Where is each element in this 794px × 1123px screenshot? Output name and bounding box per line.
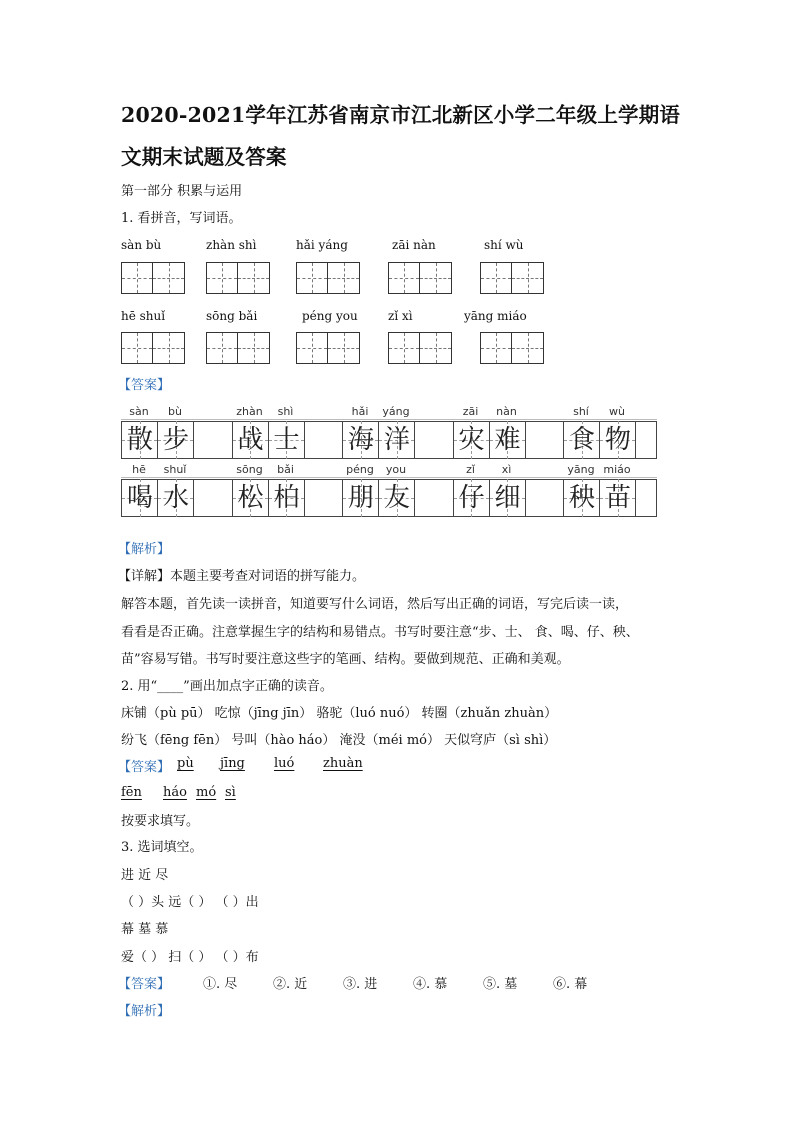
q2-note: 按要求填写。 bbox=[121, 814, 200, 829]
answer-cell bbox=[453, 479, 489, 517]
answer-divider bbox=[414, 421, 415, 459]
answer-pinyin: bù bbox=[168, 405, 182, 418]
q3-blanks-1: （ ）头 远（ ） （ ）出 bbox=[121, 895, 259, 910]
q3-answer-6: ⑥. 幕 bbox=[553, 977, 588, 992]
answer-cell bbox=[599, 479, 635, 517]
writing-grid[interactable] bbox=[121, 262, 185, 294]
answer-character: 细 bbox=[494, 483, 521, 513]
answer-character: 苗 bbox=[604, 483, 631, 513]
writing-grid[interactable] bbox=[480, 262, 544, 294]
q2-answer-line bbox=[118, 756, 170, 775]
answer-character: 战 bbox=[237, 425, 264, 455]
answer-pinyin: sōng bbox=[236, 463, 263, 476]
q2-answer-8: sì bbox=[225, 785, 236, 800]
answer-character: 喝 bbox=[126, 483, 153, 513]
answer-character: 仔 bbox=[458, 483, 485, 513]
answer-pinyin: hǎi bbox=[351, 405, 369, 418]
answer-cell bbox=[232, 421, 268, 459]
answer-grid bbox=[121, 405, 657, 519]
answer-character: 水 bbox=[162, 483, 189, 513]
answer-cell bbox=[157, 479, 193, 517]
answer-pinyin: you bbox=[385, 463, 407, 476]
q3-blanks-2: 爱（ ） 扫（ ） （ ）布 bbox=[121, 950, 259, 965]
answer-character: 朋 bbox=[347, 483, 374, 513]
q1-pinyin-8: péng you bbox=[302, 309, 358, 323]
q2-answer-5: fēn bbox=[121, 785, 142, 800]
q3-prompt: 3. 选词填空。 bbox=[121, 840, 203, 855]
answer-cell bbox=[563, 421, 599, 459]
q3-answer-4: ④. 慕 bbox=[413, 977, 448, 992]
answer-pinyin: péng bbox=[346, 463, 374, 476]
answer-cell bbox=[599, 421, 635, 459]
answer-character: 步 bbox=[162, 425, 189, 455]
answer-cell bbox=[489, 479, 525, 517]
answer-divider bbox=[193, 421, 194, 459]
answer-pinyin: zhàn bbox=[236, 405, 263, 418]
q3-analysis-tag: 【解析】 bbox=[118, 1004, 171, 1019]
q2-answer-2: jīng bbox=[220, 756, 245, 771]
answer-cell bbox=[268, 479, 304, 517]
q2-line-2: 纷飞（fēng fēn） 号叫（hào háo） 淹没（méi mó） 天似穹庐（sì shì） bbox=[121, 733, 557, 748]
writing-grid[interactable] bbox=[480, 332, 544, 364]
answer-pinyin: shuǐ bbox=[163, 463, 187, 476]
answer-cell bbox=[232, 479, 268, 517]
answer-character: 秧 bbox=[568, 483, 595, 513]
answer-cell bbox=[342, 421, 378, 459]
writing-grid[interactable] bbox=[206, 262, 270, 294]
writing-grid[interactable] bbox=[388, 262, 452, 294]
q1-detail-text: 本题主要考查对词语的拼写能力。 bbox=[170, 569, 366, 584]
answer-character: 柏 bbox=[273, 483, 300, 513]
q1-detail bbox=[118, 565, 365, 584]
answer-cell bbox=[489, 421, 525, 459]
answer-divider bbox=[304, 479, 305, 517]
q1-explain-2: 看看是否正确。注意掌握生字的结构和易错点。书写时要注意“步、士、 食、喝、仔、秧、 bbox=[121, 625, 639, 640]
answer-cell bbox=[378, 479, 414, 517]
q3-answer-2: ②. 近 bbox=[273, 977, 308, 992]
q1-pinyin-10: yāng miáo bbox=[464, 309, 527, 323]
writing-grid[interactable] bbox=[296, 262, 360, 294]
answer-cell bbox=[268, 421, 304, 459]
answer-cell bbox=[121, 479, 157, 517]
q3-options-1: 进 近 尽 bbox=[121, 868, 169, 883]
page-title-line1: 2020-2021学年江苏省南京市江北新区小学二年级上学期语 bbox=[121, 103, 681, 127]
answer-character: 海 bbox=[347, 425, 374, 455]
q1-analysis-tag: 【解析】 bbox=[118, 542, 171, 557]
answer-character: 洋 bbox=[383, 425, 410, 455]
answer-row bbox=[121, 405, 657, 462]
q1-pinyin-3: hǎi yáng bbox=[296, 238, 348, 252]
answer-pinyin: hē bbox=[132, 463, 146, 476]
answer-pinyin: zǐ bbox=[466, 463, 475, 476]
q1-pinyin-6: hē shuǐ bbox=[121, 309, 166, 323]
q1-explain-1: 解答本题，首先读一读拼音，知道要写什么词语，然后写出正确的词语，写完后读一读， bbox=[121, 597, 629, 612]
answer-pinyin: shí bbox=[573, 405, 589, 418]
q2-answer-7: mó bbox=[196, 785, 217, 800]
answer-character: 士 bbox=[273, 425, 300, 455]
section-heading: 第一部分 积累与运用 bbox=[121, 184, 243, 199]
q3-answer-3: ③. 进 bbox=[343, 977, 378, 992]
answer-divider bbox=[525, 479, 526, 517]
answer-divider bbox=[304, 421, 305, 459]
q2-answer-1: pù bbox=[177, 756, 194, 771]
answer-pinyin: sàn bbox=[129, 405, 149, 418]
q1-pinyin-7: sōng bǎi bbox=[206, 309, 258, 323]
writing-grid[interactable] bbox=[121, 332, 185, 364]
q2-answer-4: zhuàn bbox=[323, 756, 363, 771]
answer-row bbox=[121, 463, 657, 520]
answer-cell bbox=[342, 479, 378, 517]
answer-pinyin: shì bbox=[277, 405, 294, 418]
answer-pinyin: bǎi bbox=[277, 463, 294, 476]
answer-divider bbox=[414, 479, 415, 517]
answer-divider bbox=[635, 421, 636, 459]
writing-grid[interactable] bbox=[296, 332, 360, 364]
q1-pinyin-1: sàn bù bbox=[121, 238, 162, 252]
q1-explain-3: 苗”容易写错。书写时要注意这些字的笔画、结构。要做到规范、正确和美观。 bbox=[121, 652, 570, 667]
answer-character: 灾 bbox=[458, 425, 485, 455]
answer-cell bbox=[378, 421, 414, 459]
q3-answer-1: ①. 尽 bbox=[203, 977, 238, 992]
answer-character: 物 bbox=[604, 425, 631, 455]
answer-pinyin: zāi bbox=[462, 405, 479, 418]
answer-character: 友 bbox=[383, 483, 410, 513]
q3-options-2: 幕 墓 慕 bbox=[121, 922, 169, 937]
answer-character: 食 bbox=[568, 425, 595, 455]
q2-line-1: 床铺（pù pū） 吃惊（jīng jīn） 骆驼（luó nuó） 转圈（zhuǎn zhuàn） bbox=[121, 706, 558, 721]
answer-character: 难 bbox=[494, 425, 521, 455]
writing-grid[interactable] bbox=[206, 332, 270, 364]
q1-prompt: 1. 看拼音，写词语。 bbox=[121, 211, 242, 226]
q1-pinyin-5: shí wù bbox=[484, 238, 524, 252]
q1-detail-tag: 【详解】 bbox=[118, 569, 171, 584]
q3-answer-line bbox=[118, 973, 170, 992]
answer-divider bbox=[193, 479, 194, 517]
q1-pinyin-9: zǐ xì bbox=[388, 309, 413, 323]
q3-answer-5: ⑤. 墓 bbox=[483, 977, 518, 992]
answer-cell bbox=[453, 421, 489, 459]
answer-character: 松 bbox=[237, 483, 264, 513]
page-title-line2: 文期末试题及答案 bbox=[121, 145, 287, 169]
answer-divider bbox=[525, 421, 526, 459]
q1-pinyin-2: zhàn shì bbox=[206, 238, 257, 252]
answer-pinyin: yāng bbox=[567, 463, 595, 476]
q2-answer-3: luó bbox=[274, 756, 295, 771]
answer-pinyin: miáo bbox=[603, 463, 631, 476]
answer-character: 散 bbox=[126, 425, 153, 455]
writing-grid[interactable] bbox=[388, 332, 452, 364]
q2-answer-6: háo bbox=[163, 785, 187, 800]
q1-pinyin-4: zāi nàn bbox=[392, 238, 436, 252]
answer-pinyin: wù bbox=[609, 405, 625, 418]
q1-answer-tag: 【答案】 bbox=[118, 378, 171, 393]
answer-cell bbox=[157, 421, 193, 459]
answer-pinyin: xì bbox=[501, 463, 512, 476]
q3-answer-tag: 【答案】 bbox=[118, 977, 171, 992]
answer-divider bbox=[635, 479, 636, 517]
answer-cell bbox=[563, 479, 599, 517]
q2-answer-tag: 【答案】 bbox=[118, 760, 171, 775]
q2-prompt: 2. 用“____”画出加点字正确的读音。 bbox=[121, 679, 333, 694]
answer-pinyin: nàn bbox=[496, 405, 517, 418]
answer-pinyin: yáng bbox=[382, 405, 410, 418]
answer-cell bbox=[121, 421, 157, 459]
